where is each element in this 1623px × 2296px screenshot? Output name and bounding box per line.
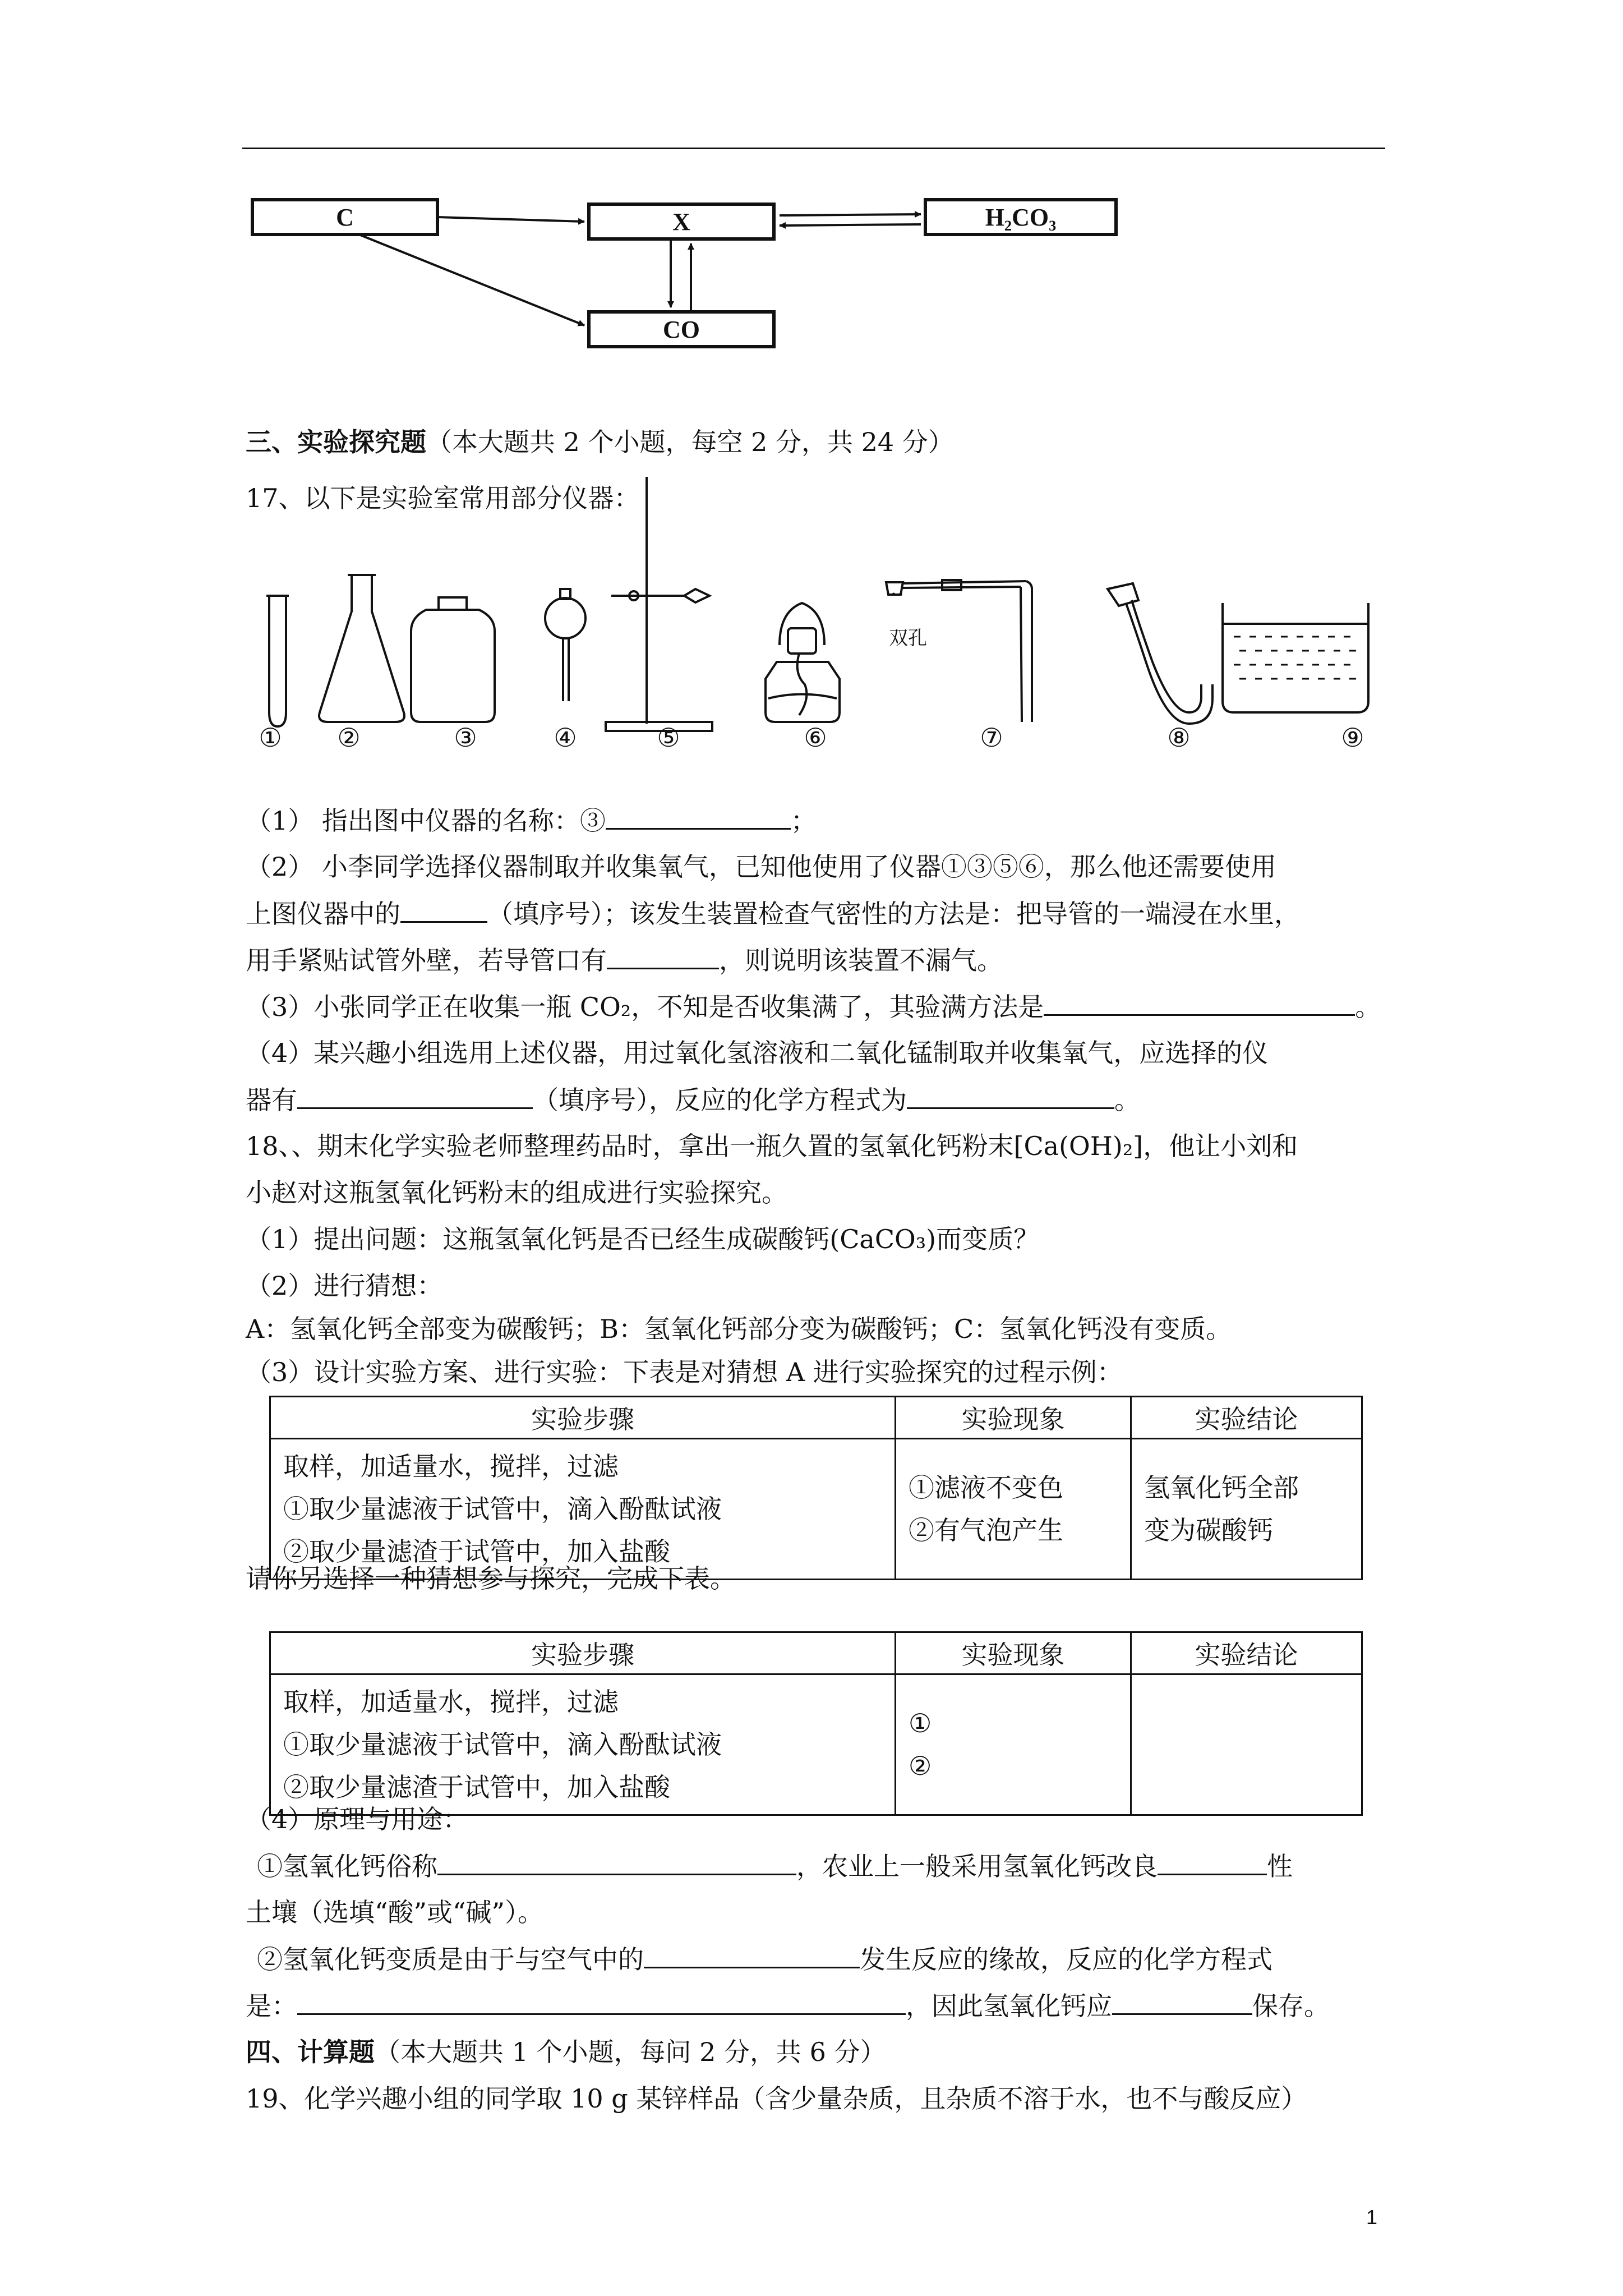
answer-blank-equation-caco3[interactable]	[297, 1989, 906, 2015]
q17-part3: （3）小张同学正在收集一瓶 CO₂，不知是否收集满了，其验满方法是 。	[246, 990, 1381, 1024]
section4-note: （本大题共 1 个小题，每问 2 分，共 6 分）	[375, 2037, 886, 2067]
svg-text:• •: • •	[892, 588, 903, 601]
q18-guesses: A：氢氧化钙全部变为碳酸钙；B：氢氧化钙部分变为碳酸钙；C：氢氧化钙没有变质。	[246, 1314, 1232, 1344]
gas-collecting-bottle-icon	[411, 597, 495, 722]
use1-line1: ①氢氧化钙俗称 ，农业上一般采用氢氧化钙改良 性	[257, 1849, 1293, 1883]
separatory-funnel-icon	[545, 589, 585, 701]
node-x: X	[672, 208, 690, 236]
apparatus-figure	[241, 477, 1408, 740]
q18-step2: （2）进行猜想：	[246, 1271, 443, 1301]
answer-blank-apparatus-set[interactable]	[297, 1083, 533, 1109]
header-phenomena: 实验现象	[896, 1397, 1131, 1439]
header-rule	[242, 148, 1385, 149]
answer-blank-bubbles[interactable]	[607, 943, 719, 969]
apparatus-label-8: ⑧	[1167, 723, 1191, 753]
iron-stand-icon	[606, 477, 712, 731]
stopper-tube-icon	[886, 580, 1032, 722]
choose-prompt: 请你另选择一种猜想参与探究，完成下表。	[246, 1563, 736, 1594]
apparatus-label-3: ③	[454, 723, 477, 753]
test-tube-icon	[266, 596, 289, 726]
conclusion-answer-cell[interactable]	[1131, 1674, 1362, 1815]
answer-blank-extra-apparatus[interactable]	[400, 896, 487, 923]
q17-part4-line1: （4）某兴趣小组选用上述仪器，用过氧化氢溶液和二氧化锰制取并收集氧气，应选择的仪	[246, 1038, 1269, 1068]
alcohol-lamp-icon	[766, 603, 840, 722]
header-conclusion: 实验结论	[1131, 1632, 1362, 1674]
arrow-c-to-x	[437, 217, 584, 222]
steps-cell: 取样，加适量水，搅拌，过滤 ①取少量滤液于试管中，滴入酚酞试液 ②取少量滤渣于试管中，加入盐酸	[270, 1674, 896, 1815]
q18-step4: （4）原理与用途：	[246, 1804, 469, 1834]
header-conclusion: 实验结论	[1131, 1397, 1362, 1439]
conical-flask-icon	[319, 575, 404, 722]
water-trough-icon	[1223, 603, 1368, 712]
q17-part2-line1: （2） 小李同学选择仪器制取并收集氧气，已知他使用了仪器①③⑤⑥，那么他还需要使用	[246, 852, 1276, 882]
arrow-c-to-co	[359, 234, 584, 325]
conclusion-cell: 氢氧化钙全部 变为碳酸钙	[1131, 1439, 1362, 1580]
node-c: C	[336, 204, 354, 231]
delivery-tube-icon	[1108, 583, 1212, 724]
q18-intro-line1: 18、、期末化学实验老师整理药品时，拿出一瓶久置的氢氧化钙粉末[Ca(OH)₂]，他让小刘和	[246, 1131, 1298, 1161]
answer-blank-storage[interactable]	[1112, 1989, 1252, 2015]
phenomena-answer-cell[interactable]: ① ②	[896, 1674, 1131, 1815]
use2-line1: ②氢氧化钙变质是由于与空气中的 发生反应的缘故，反应的化学方程式	[257, 1942, 1272, 1976]
answer-table	[269, 1631, 1363, 1816]
apparatus-label-7: ⑦	[980, 723, 1003, 753]
arrow-x-to-h2co3	[780, 214, 921, 215]
apparatus-label-2: ②	[337, 723, 361, 753]
answer-blank-equation-o2[interactable]	[907, 1083, 1114, 1109]
header-phenomena: 实验现象	[896, 1632, 1131, 1674]
section3-note: （本大题共 2 个小题，每空 2 分，共 24 分）	[426, 427, 954, 457]
apparatus-label-1: ①	[259, 723, 282, 753]
phenomena-cell: ①滤液不变色 ②有气泡产生	[896, 1439, 1131, 1580]
node-h2co3: H₂CO₃	[985, 204, 1057, 231]
q18-step1: （1）提出问题：这瓶氢氧化钙是否已经生成碳酸钙(CaCO₃)而变质？	[246, 1224, 1040, 1254]
hole-label: 双孔	[889, 627, 927, 650]
apparatus-label-4: ④	[554, 723, 577, 753]
page-number: 1	[1366, 2206, 1378, 2229]
q18-step3: （3）设计实验方案、进行实验：下表是对猜想 A 进行实验探究的过程示例：	[246, 1357, 1123, 1387]
node-co: CO	[663, 316, 700, 343]
answer-blank-soil-type[interactable]	[1158, 1849, 1267, 1875]
apparatus-label-5: ⑤	[657, 723, 680, 753]
q18-intro-line2: 小赵对这瓶氢氧化钙粉末的组成进行实验探究。	[246, 1177, 787, 1208]
header-steps: 实验步骤	[270, 1397, 896, 1439]
use2-line2: 是： ，因此氢氧化钙应 保存。	[246, 1989, 1330, 2023]
apparatus-label-9: ⑨	[1341, 723, 1364, 753]
arrow-h2co3-to-x	[780, 224, 921, 226]
example-table	[269, 1396, 1363, 1580]
section3-heading	[246, 425, 954, 459]
q17-title: 17、以下是实验室常用部分仪器：	[246, 483, 640, 513]
use1-line2: 土壤（选填“酸”或“碱”）。	[246, 1897, 544, 1927]
q17-part2-line3: 用手紧贴试管外壁，若导管口有 ，则说明该装置不漏气。	[246, 943, 1003, 977]
q17-part4-line2: 器有 （填序号），反应的化学方程式为 。	[246, 1083, 1140, 1117]
header-steps: 实验步骤	[270, 1632, 896, 1674]
section4-title: 四、计算题	[246, 2037, 375, 2067]
answer-blank-common-name[interactable]	[437, 1849, 796, 1875]
answer-blank-3-name[interactable]	[606, 803, 791, 830]
steps-cell: 取样，加适量水，搅拌，过滤 ①取少量滤液于试管中，滴入酚酞试液 ②取少量滤渣于试管中，加入盐酸	[270, 1439, 896, 1580]
apparatus-label-6: ⑥	[804, 723, 827, 753]
section3-title: 三、实验探究题	[246, 427, 426, 457]
answer-blank-co2-check[interactable]	[1044, 990, 1355, 1016]
conversion-diagram	[241, 185, 1138, 365]
answer-blank-air-component[interactable]	[644, 1942, 860, 1968]
q17-part2-line2: 上图仪器中的 （填序号）；该发生装置检查气密性的方法是：把导管的一端浸在水里，	[246, 896, 1300, 931]
q19-line1: 19、化学兴趣小组的同学取 10 g 某锌样品（含少量杂质，且杂质不溶于水，也不与酸反应）	[246, 2083, 1307, 2114]
q17-part1: （1） 指出图中仪器的名称：③ ；	[246, 803, 817, 838]
section4-heading	[246, 2035, 886, 2069]
